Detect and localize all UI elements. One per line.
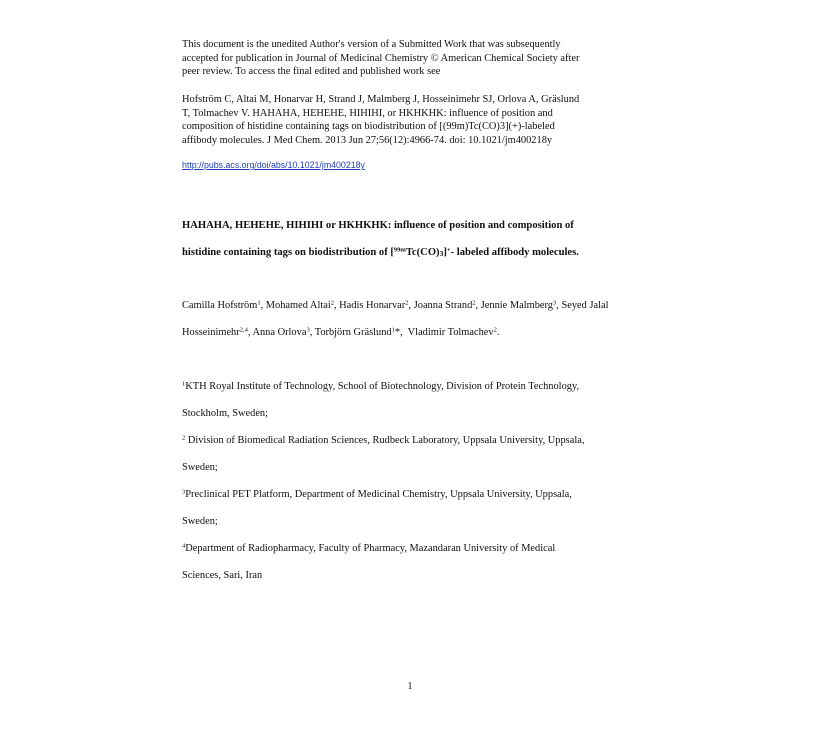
- author-name: Vladimir Tolmachev: [407, 327, 494, 338]
- notice-line: peer review. To access the final edited and published work see: [182, 66, 441, 78]
- subscript-3: 3: [439, 249, 444, 258]
- affiliation-text: Preclinical PET Platform, Department of Medicinal Chemistry, Uppsala University, Uppsala,: [185, 489, 572, 500]
- author-affiliation-mark: 2: [472, 299, 476, 307]
- affiliation-line: Sweden;: [182, 516, 218, 527]
- title-line: [182, 239, 652, 266]
- affiliation-number: 1: [182, 380, 186, 388]
- affiliation-line: [182, 481, 652, 508]
- doi-link[interactable]: http://pubs.acs.org/doi/abs/10.1021/jm400218y: [182, 160, 365, 170]
- affiliation-4: [182, 535, 652, 589]
- affiliation-2: [182, 427, 652, 481]
- isotope-superscript: 99m: [393, 246, 406, 254]
- author-separator: ,: [333, 300, 340, 311]
- author-name: Hadis Honarvar: [339, 300, 406, 311]
- author-name: Joanna Strand: [413, 300, 473, 311]
- affiliation-3: [182, 481, 652, 535]
- affiliation-line: [182, 535, 652, 562]
- title-line: HAHAHA, HEHEHE, HIHIHI or HKHKHK: influence of position and composition of: [182, 220, 574, 231]
- affiliation-line: [182, 427, 652, 454]
- author-separator: .: [496, 327, 500, 338]
- author-affiliation-mark: 2,4: [239, 326, 248, 334]
- citation-line: Hofström C, Altai M, Honarvar H, Strand J, Malmberg J, Hosseinimehr SJ, Orlova A, Gräslund: [182, 94, 580, 105]
- author-separator: ,: [260, 300, 266, 311]
- author-version-notice: [182, 38, 642, 79]
- affiliation-text: KTH Royal Institute of Technology, School of Biotechnology, Division of Protein Technology,: [185, 381, 580, 392]
- author-name: Torbjörn Gräslund: [314, 327, 392, 338]
- author-separator: *,: [394, 327, 408, 338]
- citation-line: T, Tolmachev V. HAHAHA, HEHEHE, HIHIHI, or HKHKHK: influence of position and: [182, 107, 553, 119]
- title-text: Tc(CO): [405, 247, 440, 258]
- author-affiliation-mark: 2: [330, 299, 334, 307]
- author-affiliation-mark: 2: [405, 299, 409, 307]
- affiliation-line: [182, 373, 652, 400]
- affiliation-number: 4: [182, 542, 186, 550]
- affiliation-line: Sciences, Sari, Iran: [182, 570, 263, 581]
- author-affiliation-mark: 1: [257, 299, 261, 307]
- citation-line: composition of histidine containing tags on biodistribution of [(99m)Tc(CO)3](+)-labeled: [182, 121, 555, 133]
- notice-line: accepted for publication in Journal of Medicinal Chemistry © American Chemical Society after: [182, 52, 580, 64]
- author-separator: ,: [309, 327, 315, 338]
- author-affiliation-mark: 1: [391, 326, 395, 334]
- notice-line: This document is the unedited Author's version of a Submitted Work that was subsequently: [182, 39, 561, 50]
- charge-superscript: +: [446, 246, 451, 254]
- author-separator: ,: [408, 300, 414, 311]
- affiliation-number: 2: [182, 434, 186, 442]
- affiliation-line: Sweden;: [182, 462, 218, 473]
- author-name: Camilla Hofström: [182, 300, 258, 311]
- author-name: Jennie Malmberg: [480, 300, 553, 311]
- affiliation-text: Department of Radiopharmacy, Faculty of Pharmacy, Mazandaran University of Medical: [185, 543, 556, 554]
- title-text: ]: [443, 247, 447, 258]
- citation-line: affibody molecules. J Med Chem. 2013 Jun 27;56(12):4966-74. doi: 10.1021/jm400218y: [182, 134, 553, 146]
- author-name: Anna Orlova: [252, 327, 307, 338]
- affiliations: [182, 373, 652, 589]
- author-list: [182, 292, 652, 346]
- title-text: histidine containing tags on biodistribution of [: [182, 247, 394, 258]
- authors-line: [182, 292, 652, 346]
- title-text: - labeled affibody molecules.: [450, 247, 579, 258]
- author-name: Seyed Jalal Hosseinimehr: [182, 300, 609, 338]
- author-name: Mohamed Altai: [265, 300, 331, 311]
- author-affiliation-mark: 3: [306, 326, 310, 334]
- affiliation-1: [182, 373, 652, 427]
- author-separator: ,: [475, 300, 481, 311]
- author-separator: ,: [247, 327, 253, 338]
- affiliation-text: Division of Biomedical Radiation Sciences, Rudbeck Laboratory, Uppsala University, Uppsala,: [185, 435, 585, 446]
- citation: [182, 93, 642, 147]
- paper-title: [182, 212, 652, 266]
- page-number: 1: [407, 681, 413, 692]
- author-affiliation-mark: 2: [493, 326, 497, 334]
- author-affiliation-mark: 3: [553, 299, 557, 307]
- author-separator: ,: [556, 300, 562, 311]
- affiliation-number: 3: [182, 488, 186, 496]
- affiliation-line: Stockholm, Sweden;: [182, 408, 269, 419]
